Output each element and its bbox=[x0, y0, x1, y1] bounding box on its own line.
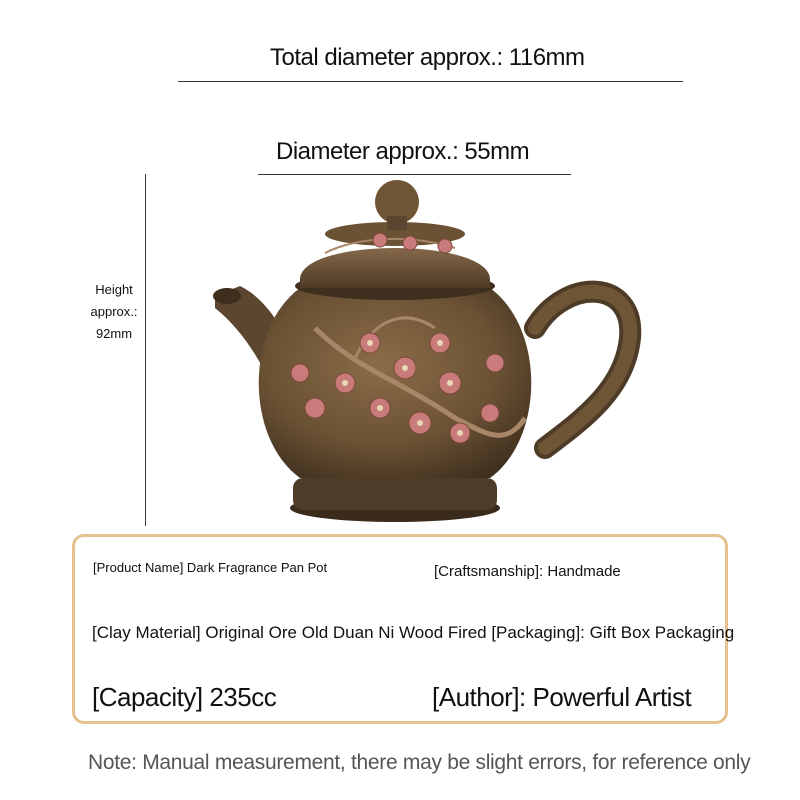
total-diameter-label: Total diameter approx.: 116mm bbox=[270, 44, 585, 71]
product-name: [Product Name] Dark Fragrance Pan Pot bbox=[93, 560, 328, 575]
measurement-note: Note: Manual measurement, there may be slight errors, for reference only bbox=[88, 751, 751, 774]
diameter-label: Diameter approx.: 55mm bbox=[276, 138, 530, 165]
craftsmanship: [Craftsmanship]: Handmade bbox=[434, 563, 621, 580]
height-label bbox=[82, 279, 146, 345]
teapot-image bbox=[205, 178, 645, 528]
height-line bbox=[145, 174, 146, 526]
capacity: [Capacity] 235cc bbox=[92, 682, 277, 712]
height-label-line1: Height bbox=[95, 282, 133, 297]
clay-and-packaging: [Clay Material] Original Ore Old Duan Ni Wood Fired [Packaging]: Gift Box Packaging bbox=[92, 623, 735, 642]
height-label-line2: approx.: bbox=[90, 304, 138, 319]
diameter-line bbox=[258, 174, 571, 175]
total-diameter-line bbox=[178, 81, 683, 82]
height-label-line3: 92mm bbox=[95, 326, 133, 341]
author: [Author]: Powerful Artist bbox=[432, 682, 692, 712]
